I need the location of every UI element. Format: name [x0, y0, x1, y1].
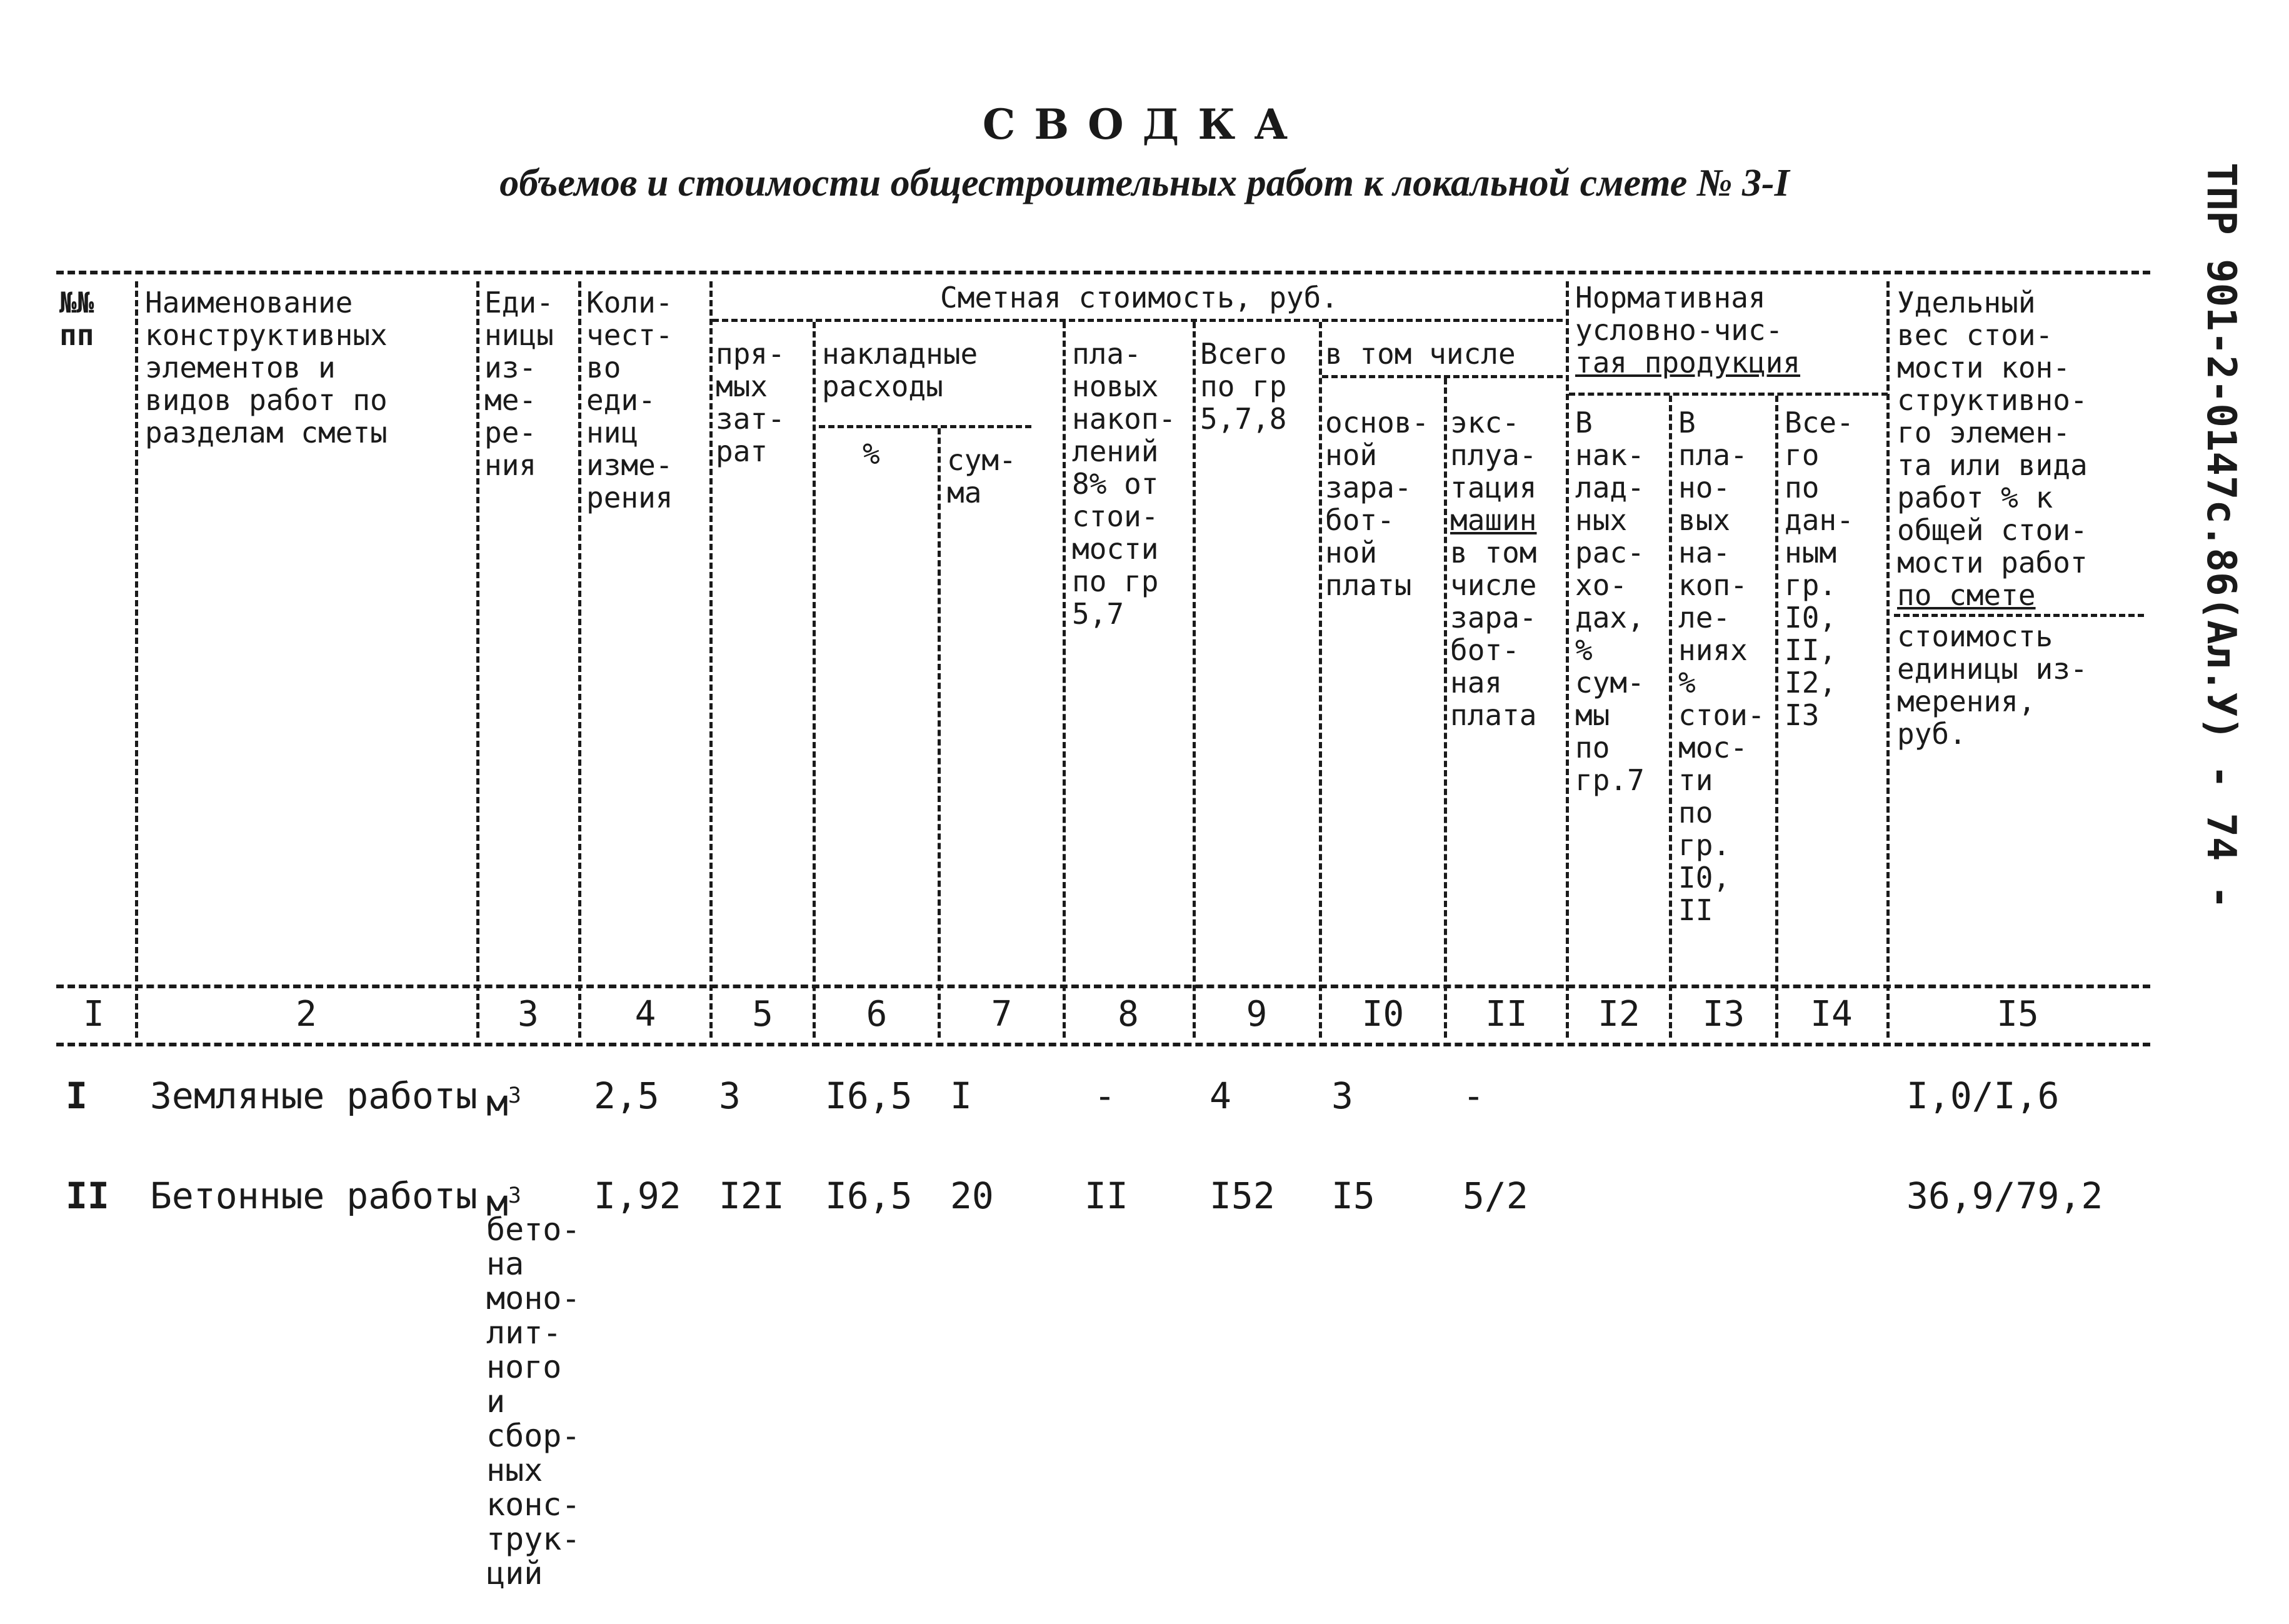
header-including: в том числе: [1325, 337, 1516, 371]
header-number: №№ пп: [59, 286, 94, 352]
row-base-wage: I5: [1331, 1175, 1375, 1217]
column-number: I5: [1996, 994, 2039, 1035]
column-number: 2: [296, 994, 317, 1035]
header-overhead-sum: сум- ма: [947, 443, 1016, 509]
row-name: Бетонные работы: [150, 1175, 478, 1217]
row-quantity: I,92: [594, 1175, 681, 1217]
row-specific-weight: 36,9/79,2: [1906, 1175, 2103, 1217]
norm-rule: [1569, 393, 1888, 396]
col-sep: [1775, 396, 1778, 1038]
c15-divider: [1894, 614, 2144, 617]
header-machinery-ul: машин: [1450, 503, 1537, 537]
overhead-rule: [819, 425, 1031, 428]
header-machinery-bottom: в том числе зара- бот- ная плата: [1450, 536, 1537, 732]
row-planned-savings: -: [1094, 1075, 1116, 1117]
header-overhead-pct: %: [863, 437, 880, 471]
col-sep: [1063, 322, 1066, 1038]
col-sep: [1566, 281, 1569, 1038]
row-specific-weight: I,0/I,6: [1906, 1075, 2060, 1117]
colnum-bottom-rule: [56, 1043, 2150, 1046]
header-unit: Еди- ницы из- ме- ре- ния: [484, 286, 554, 482]
row-quantity: 2,5: [594, 1075, 659, 1117]
header-norm-overhead: В нак- лад- ных рас- хо- дах, % сум- мы по гр.7: [1575, 406, 1645, 797]
header-machinery-top: экс- плуа- тация: [1450, 406, 1537, 504]
page-subtitle: объемов и стоимости общестроительных работ к локальной смете № 3-I: [499, 162, 1790, 204]
header-quantity: Коли- чест- во еди- ниц изме- рения: [586, 286, 673, 514]
header-specific-weight-top: Удельный вес стои- мости кон- структивно- го элемен- та или вида работ % к общей стои- мости работ: [1897, 286, 2088, 579]
header-total: Всего по гр 5,7,8: [1200, 337, 1287, 436]
table-top-rule: [56, 271, 2150, 274]
header-specific-weight-bottom: стоимость единицы из- мерения, руб.: [1897, 619, 2088, 751]
col-sep: [813, 322, 816, 1038]
column-number: 7: [991, 994, 1013, 1035]
cost-group-rule: [713, 319, 1563, 322]
row-base-wage: 3: [1331, 1075, 1353, 1117]
incl-rule: [1322, 375, 1563, 378]
column-number: I4: [1810, 994, 1853, 1035]
column-number: I0: [1361, 994, 1405, 1035]
row-planned-savings: II: [1084, 1175, 1128, 1217]
header-norm-planned: В пла- но- вых на- коп- ле- ниях % стои- мос- ти по гр. I0, II: [1678, 406, 1765, 927]
row-machinery: 5/2: [1463, 1175, 1528, 1217]
row-direct-costs: 3: [719, 1075, 741, 1117]
row-total: I52: [1210, 1175, 1275, 1217]
row-overhead-pct: I6,5: [825, 1175, 913, 1217]
col-sep: [709, 281, 713, 1038]
col-sep: [1886, 281, 1890, 1038]
header-norm-total: Все- го по дан- ным гр. I0, II, I2, I3: [1785, 406, 1854, 732]
row-number: II: [66, 1175, 109, 1217]
column-number: I: [83, 994, 104, 1035]
document-code: ТПР 901-2-0147с.86(Ал.У) - 74 -: [2198, 163, 2244, 910]
col-sep: [938, 428, 941, 1038]
col-sep: [1669, 396, 1672, 1038]
column-number: 3: [518, 994, 539, 1035]
header-norm-group-ul: тая продукция: [1575, 346, 1801, 379]
col-sep: [135, 281, 138, 1038]
column-number: 4: [634, 994, 656, 1035]
header-cost-group: Сметная стоимость, руб.: [940, 281, 1338, 314]
column-number: 5: [752, 994, 773, 1035]
column-number: I3: [1702, 994, 1745, 1035]
column-number: 9: [1246, 994, 1268, 1035]
column-number: 6: [866, 994, 888, 1035]
header-name: Наименование конструктивных элементов и видов работ по разделам сметы: [145, 286, 388, 449]
row-name: Земляные работы: [150, 1075, 478, 1117]
row-number: I: [66, 1075, 88, 1117]
row-unit: $м^3$: [486, 1081, 521, 1125]
row-unit: $м^3$: [486, 1181, 521, 1225]
col-sep: [578, 281, 581, 1038]
col-sep: [1444, 378, 1447, 1038]
header-bottom-rule: [56, 985, 2150, 988]
col-sep: [1193, 322, 1196, 1038]
header-specific-weight-ul: по смете: [1897, 578, 2036, 612]
column-number: II: [1485, 994, 1528, 1035]
page-title: СВОДКА: [982, 100, 1307, 149]
header-norm-group: Нормативная условно-чис-: [1575, 281, 1783, 347]
row-overhead-sum: I: [950, 1075, 972, 1117]
row-overhead-pct: I6,5: [825, 1075, 913, 1117]
header-overhead: накладные расходы: [822, 337, 978, 403]
col-sep: [1319, 322, 1322, 1038]
header-base-wage: основ- ной зара- бот- ной платы: [1325, 406, 1430, 602]
column-number: 8: [1118, 994, 1139, 1035]
row-overhead-sum: 20: [950, 1175, 994, 1217]
header-planned-savings: пла- новых накоп- лений 8% от стои- мости по гр 5,7: [1072, 337, 1176, 631]
col-sep: [476, 281, 479, 1038]
row-machinery: -: [1463, 1075, 1485, 1117]
header-direct-costs: пря- мых зат- рат: [716, 337, 785, 468]
column-number: I2: [1598, 994, 1640, 1035]
row-direct-costs: I2I: [719, 1175, 784, 1217]
row-unit-detail: бето- на моно- лит- ного и сбор- ных конс- трук- ций: [486, 1211, 581, 1591]
row-total: 4: [1210, 1075, 1231, 1117]
